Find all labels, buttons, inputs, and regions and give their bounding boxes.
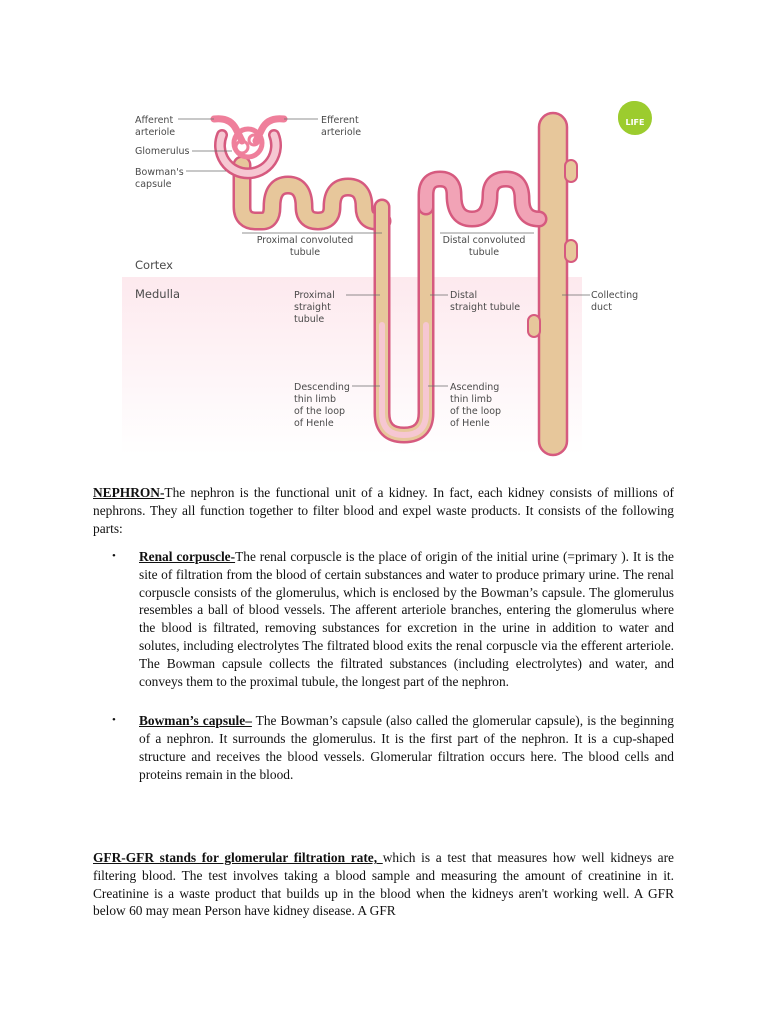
parts-list: [93, 548, 674, 784]
list-item: [93, 712, 674, 783]
label-collecting-duct-2: duct: [591, 302, 612, 313]
label-cortex: Cortex: [135, 258, 173, 272]
label-descending-1: Descending: [294, 382, 350, 393]
logo-text: LIFE: [625, 117, 645, 127]
label-collecting-duct-1: Collecting: [591, 290, 639, 301]
label-descending-3: of the loop: [294, 406, 346, 417]
label-proximal-convoluted-1: Proximal convoluted: [256, 235, 354, 246]
label-ascending-2: thin limb: [450, 394, 492, 405]
label-bowman-1: Bowman's: [135, 167, 184, 178]
label-proximal-convoluted-2: tubule: [289, 247, 321, 258]
label-distal-straight-2: straight tubule: [450, 302, 521, 313]
bullet-lead: Bowman’s capsule–: [139, 713, 252, 729]
label-proximal-straight-3: tubule: [294, 314, 325, 325]
label-efferent-2: arteriole: [321, 127, 362, 138]
bullet-lead: Renal corpuscle-: [139, 549, 236, 564]
intro-text: The nephron is the functional unit of a kidney. In fact, each kidney consists of millions of nephrons. They all function together to filter blood and expel waste products. It consists of the following parts:: [93, 485, 674, 536]
gfr-text: which is a test that measures how well kidneys are filtering blood. The test involves taking a blood sample and measuring the amount of creatinine in it. Creatinine is a waste product that builds up in the blood when the kidneys aren't working well. A GFR below 60 may mean Person have kidney disease. A GFR: [93, 850, 674, 919]
label-glomerulus: Glomerulus: [135, 146, 190, 157]
bullet-text: The Bowman’s capsule (also called the glomerular capsule), is the beginning of a nephron. It surrounds the glomerulus. It is the first part of the nephron. It is a cup-shaped structure and receives the blood vessels. Glomerular filtration occurs here. The blood cells and proteins remain in the blood.: [139, 713, 674, 782]
label-distal-straight-1: Distal: [450, 290, 478, 301]
label-ascending-1: Ascending: [450, 382, 500, 393]
gfr-paragraph: [93, 849, 674, 920]
label-descending-4: of Henle: [294, 418, 334, 429]
label-afferent-2: arteriole: [135, 127, 176, 138]
life-logo-badge: [618, 101, 652, 135]
list-item: [93, 548, 674, 690]
intro-lead: NEPHRON-: [93, 485, 165, 500]
label-ascending-3: of the loop: [450, 406, 502, 417]
gfr-lead: GFR-GFR stands for glomerular filtration rate,: [93, 850, 383, 865]
label-proximal-straight-2: straight: [294, 302, 331, 313]
label-distal-convoluted-2: tubule: [468, 247, 500, 258]
label-ascending-4: of Henle: [450, 418, 490, 429]
label-proximal-straight-1: Proximal: [294, 290, 335, 301]
bullet-symbol: •: [112, 550, 116, 562]
label-medulla: Medulla: [135, 287, 181, 301]
label-distal-convoluted-1: Distal convoluted: [442, 235, 526, 246]
label-efferent-1: Efferent: [321, 115, 359, 126]
label-bowman-2: capsule: [135, 179, 172, 190]
bullet-symbol: •: [112, 714, 116, 727]
intro-paragraph: [93, 484, 674, 537]
label-afferent-1: Afferent: [135, 115, 174, 126]
bullet-text: The renal corpuscle is the place of origin of the initial urine (=primary ). It is the site of filtration from the blood of certain substances and water to produce primary urine. The renal corpuscle consists of the glomerulus, which is enclosed by the Bowman’s capsule. The glomerulus resembles a ball of blood vessels. The afferent arteriole branches, entering the glomerulus where the blood is filtrated, removing substances for excretion in the urine in addition to water and solutes, including electrolytes The filtrated blood exits the renal corpuscle via the efferent arteriole. The Bowman capsule collects the filtrated substances (including electrolytes) and water, and conveys them to the proximal tubule, the longest part of the nephron.: [139, 549, 674, 689]
label-descending-2: thin limb: [294, 394, 336, 405]
